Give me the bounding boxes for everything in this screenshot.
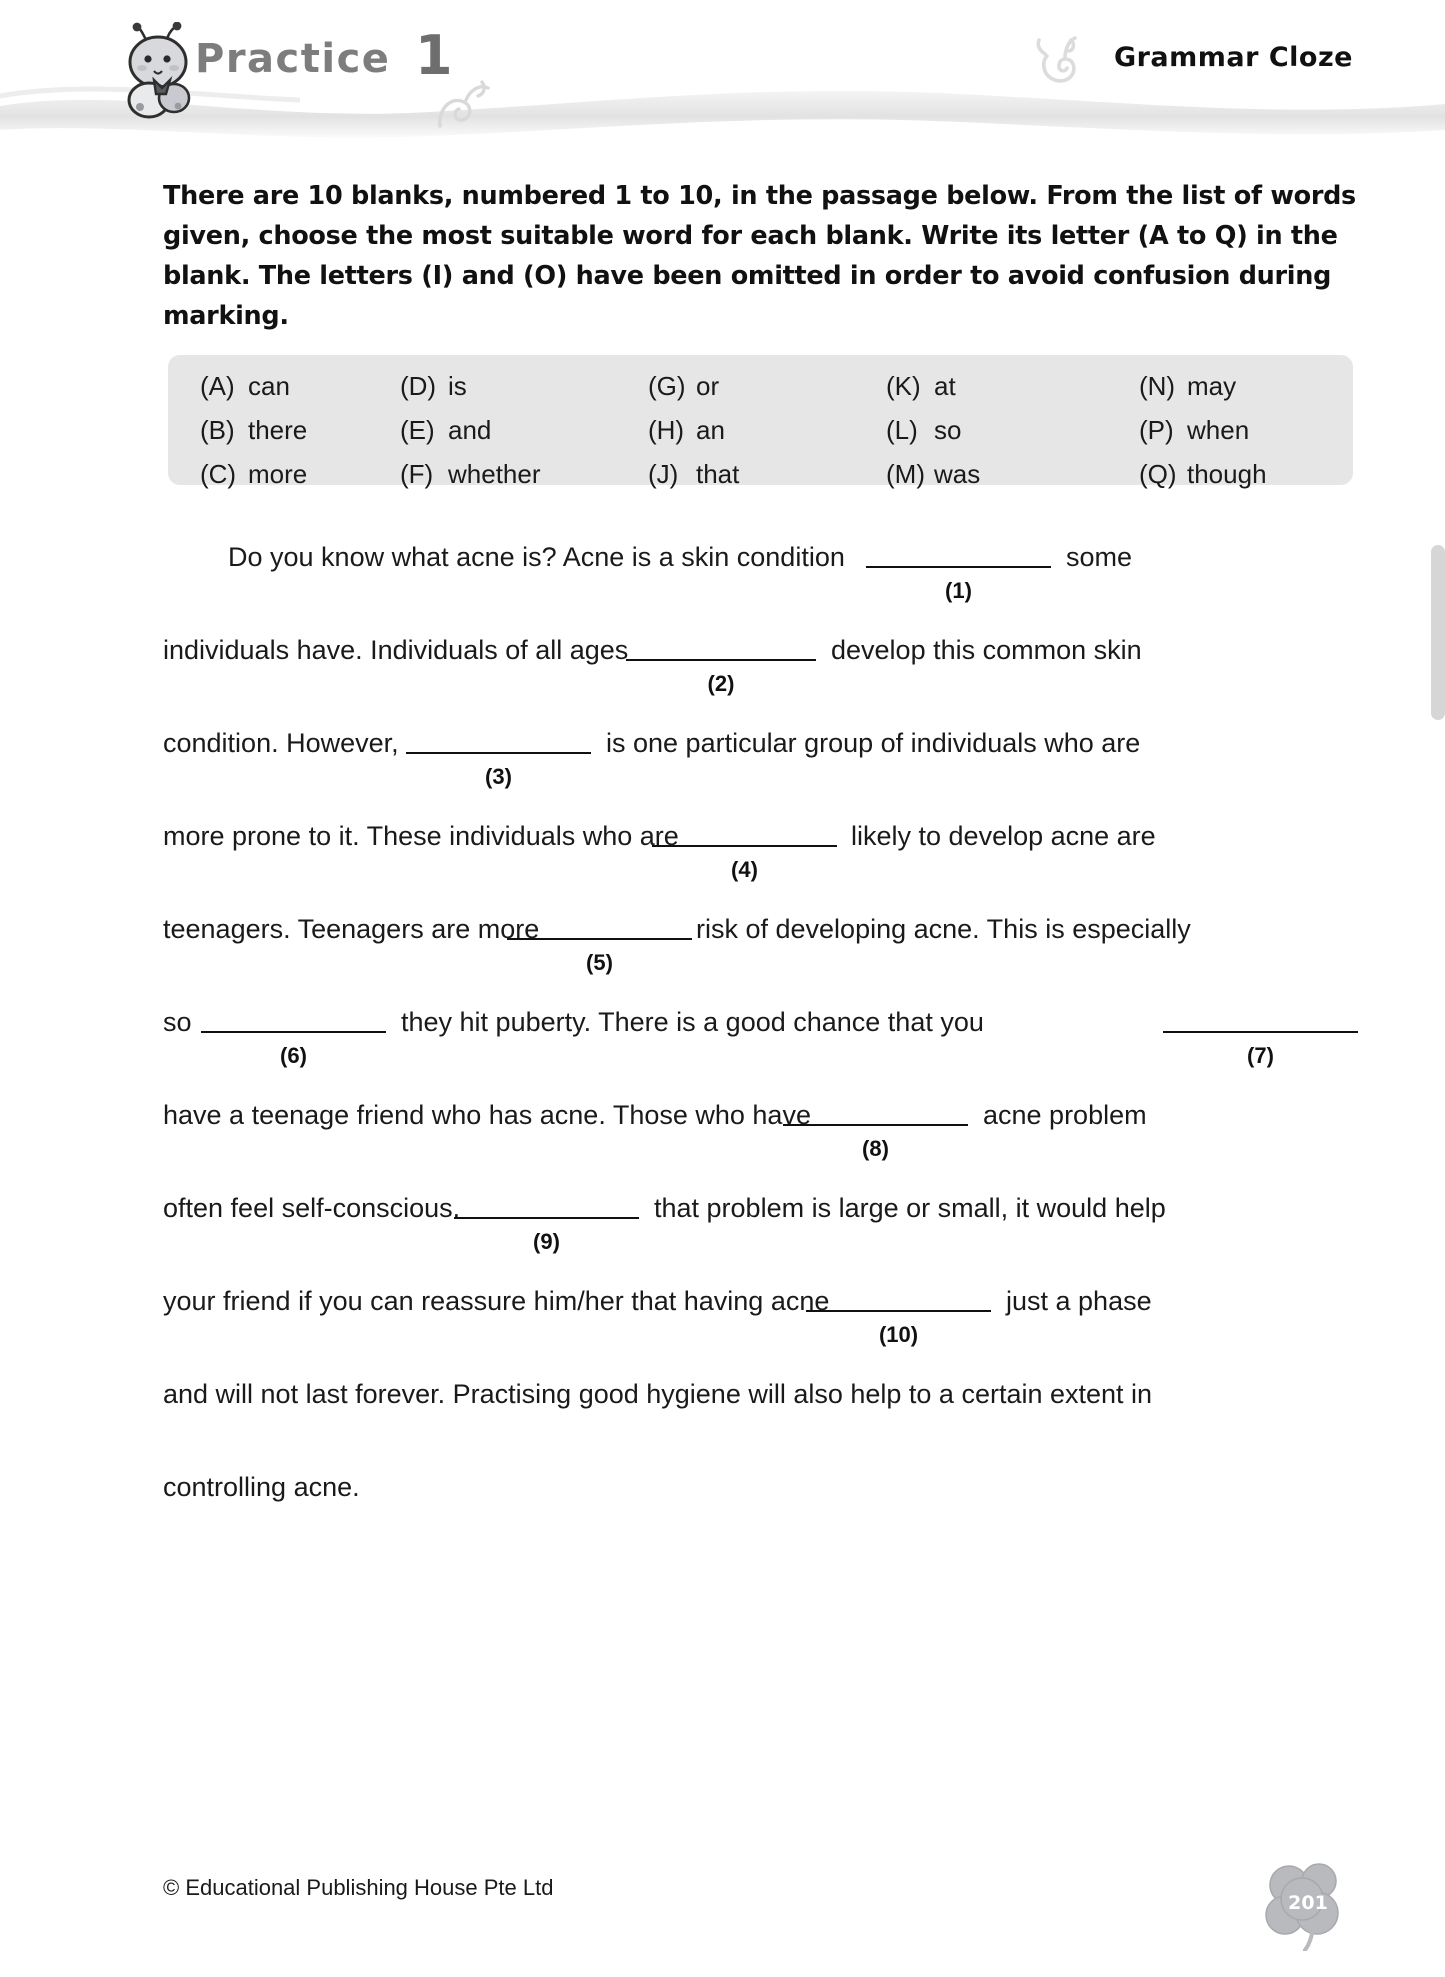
blank-number-label: (2) <box>707 671 735 696</box>
word-bank-option-D <box>400 371 648 401</box>
passage-text: often feel self-conscious. <box>163 1193 461 1223</box>
blank-answer-line[interactable] <box>507 938 692 940</box>
passage-line <box>163 1284 1363 1377</box>
option-letter: (C) <box>200 459 237 489</box>
passage-text: risk of developing acne. This is especially <box>696 914 1191 944</box>
cloze-passage <box>163 540 1363 1563</box>
blank-number-label: (8) <box>862 1136 889 1161</box>
word-bank-option-L <box>886 415 1139 445</box>
blank-number-label: (9) <box>533 1229 560 1254</box>
passage-text: controlling acne. <box>163 1472 360 1502</box>
word-bank-row <box>168 371 1353 415</box>
option-word: though <box>1187 459 1267 489</box>
word-bank-option-C <box>168 459 400 489</box>
passage-line <box>163 1191 1363 1284</box>
passage-text: likely to develop acne are <box>851 821 1156 851</box>
passage-text: and will not last forever. Practising good hygiene will also help to a certain extent in <box>163 1379 1153 1409</box>
option-word: an <box>696 415 725 445</box>
word-bank-option-A <box>168 371 400 401</box>
passage-line <box>163 726 1363 819</box>
word-bank-option-N <box>1139 371 1369 401</box>
passage-text: is one particular group of individuals who are <box>606 728 1141 758</box>
blank-answer-line[interactable] <box>1163 1031 1358 1033</box>
page-number: 201 <box>1288 1892 1328 1914</box>
passage-text: Do you know what acne is? Acne is a skin condition <box>228 542 845 572</box>
blank-number-label: (4) <box>731 857 758 882</box>
passage-text: develop this common skin <box>831 635 1142 665</box>
passage-line <box>163 633 1363 726</box>
page-header <box>0 0 1445 150</box>
page-edge-marker <box>1431 545 1445 720</box>
blank-answer-line[interactable] <box>201 1031 386 1033</box>
option-word: whether <box>448 459 541 489</box>
passage-text: they hit puberty. There is a good chance that you <box>401 1007 984 1037</box>
blank-answer-line[interactable] <box>626 659 816 661</box>
word-bank-option-Q <box>1139 459 1369 489</box>
passage-line <box>163 1377 1363 1470</box>
blank-number-label: (5) <box>586 950 613 975</box>
option-word: is <box>448 371 467 401</box>
blank-number-label: (3) <box>485 764 512 789</box>
option-word: may <box>1187 371 1237 401</box>
word-bank-row <box>168 415 1353 459</box>
option-letter: (L) <box>886 415 918 445</box>
passage-line <box>163 819 1363 912</box>
option-letter: (D) <box>400 371 437 401</box>
word-bank-option-H <box>648 415 886 445</box>
blank-number-label: (7) <box>1247 1043 1274 1068</box>
word-bank-box <box>168 355 1353 489</box>
word-bank-option-E <box>400 415 648 445</box>
option-word: when <box>1187 415 1250 445</box>
blank-answer-line[interactable] <box>783 1124 968 1126</box>
passage-line <box>163 912 1363 1005</box>
word-bank-option-M <box>886 459 1139 489</box>
blank-answer-line[interactable] <box>454 1217 639 1219</box>
practice-number: 1 <box>415 24 453 87</box>
instructions-text: There are 10 blanks, numbered 1 to 10, in the passage below. From the list of words given, choose the most suitable word for each blank. Write its letter (A to Q) in the blank. The letters (I) and (O) have been omitted in order to avoid confusion during marking. <box>163 181 1356 331</box>
blank-answer-line[interactable] <box>652 845 837 847</box>
option-letter: (F) <box>400 459 434 489</box>
option-letter: (G) <box>648 371 686 401</box>
header-swoosh-decoration <box>0 78 1445 138</box>
copyright-notice: © Educational Publishing House Pte Ltd <box>163 1875 554 1900</box>
vine-swirl-icon-right <box>1035 36 1095 96</box>
blank-number-label: (10) <box>878 1322 919 1347</box>
word-bank-option-B <box>168 415 400 445</box>
option-word: that <box>696 459 740 489</box>
word-bank-option-P <box>1139 415 1369 445</box>
option-letter: (B) <box>200 415 235 445</box>
blank-number-label: (1) <box>945 578 972 603</box>
blank-number-label: (6) <box>280 1043 307 1068</box>
word-bank-option-K <box>886 371 1139 401</box>
option-letter: (N) <box>1139 371 1176 401</box>
option-letter: (H) <box>648 415 685 445</box>
word-bank-option-G <box>648 371 886 401</box>
passage-text: your friend if you can reassure him/her that having acne <box>163 1286 830 1316</box>
blank-answer-line[interactable] <box>866 566 1051 568</box>
option-word: was <box>934 459 981 489</box>
passage-text: have a teenage friend who has acne. Those who have <box>163 1100 811 1130</box>
passage-text: so <box>163 1007 192 1037</box>
blank-answer-line[interactable] <box>806 1310 991 1312</box>
option-word: more <box>248 459 308 489</box>
option-letter: (E) <box>400 415 435 445</box>
option-letter: (K) <box>886 371 921 401</box>
option-letter: (A) <box>200 371 235 401</box>
passage-text: condition. However, <box>163 728 399 758</box>
passage-text: just a phase <box>1006 1286 1152 1316</box>
word-bank-option-J <box>648 459 886 489</box>
option-word: or <box>696 371 720 401</box>
option-word: can <box>248 371 290 401</box>
passage-text: individuals have. Individuals of all ages <box>163 635 629 665</box>
passage-text: some <box>1066 542 1133 572</box>
section-title: Grammar Cloze <box>1113 42 1353 73</box>
option-letter: (J) <box>648 459 679 489</box>
blank-answer-line[interactable] <box>406 752 591 754</box>
passage-text: more prone to it. These individuals who are <box>163 821 679 851</box>
passage-text: acne problem <box>983 1100 1147 1130</box>
practice-label: Practice <box>195 36 391 82</box>
option-word: at <box>934 371 956 401</box>
option-letter: (M) <box>886 459 925 489</box>
passage-text: teenagers. Teenagers are more <box>163 914 540 944</box>
passage-line <box>163 1470 1363 1563</box>
option-word: and <box>448 415 492 445</box>
option-word: so <box>934 415 962 445</box>
option-word: there <box>248 415 308 445</box>
word-bank-option-F <box>400 459 648 489</box>
passage-line <box>163 540 1363 633</box>
passage-text: that problem is large or small, it would help <box>654 1193 1166 1223</box>
word-bank-row <box>168 459 1353 503</box>
passage-line <box>163 1005 1363 1098</box>
option-letter: (Q) <box>1139 459 1177 489</box>
passage-line <box>163 1098 1363 1191</box>
option-letter: (P) <box>1139 415 1174 445</box>
